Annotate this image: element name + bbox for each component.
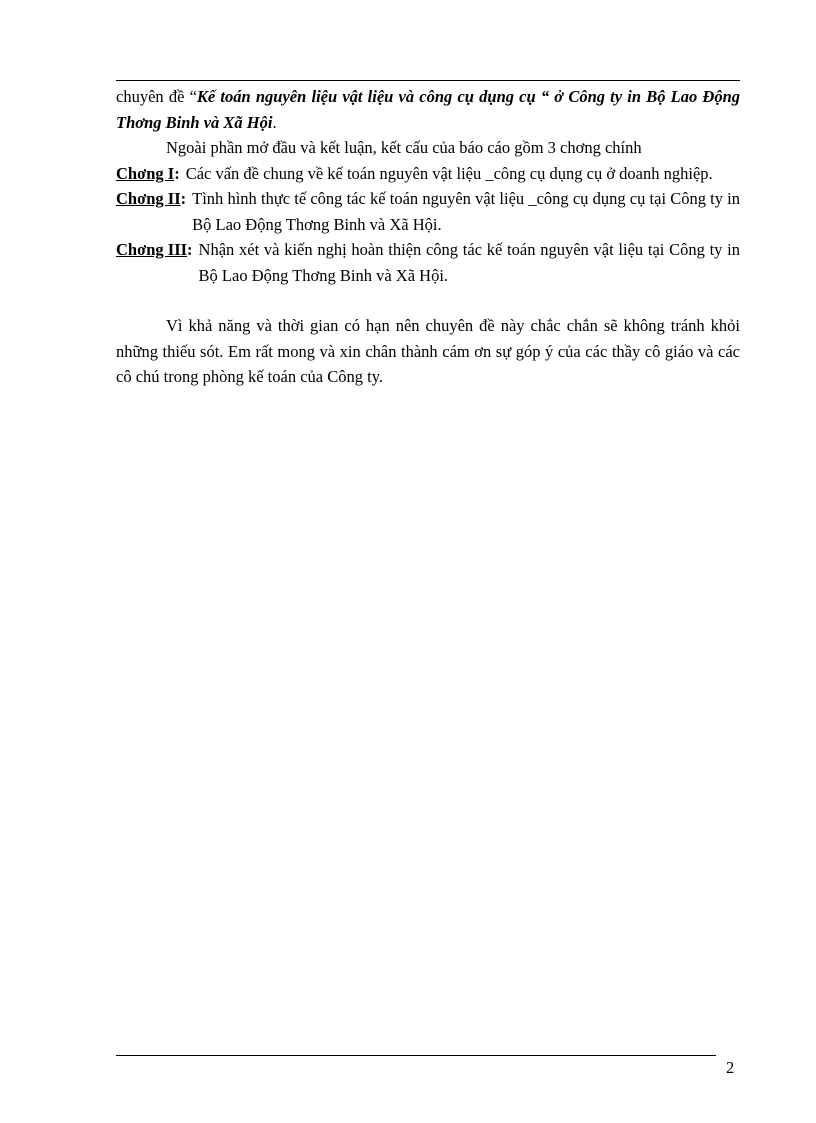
chapter-1-colon: : xyxy=(174,163,180,183)
chapter-2-text: Tình hình thực tế công tác kế toán nguyên vật liệu _công cụ dụng cụ tại Công ty in Bộ Lao Động Thơng Binh và Xã Hội. xyxy=(192,189,740,234)
chapter-3-colon: : xyxy=(187,240,193,259)
chapter-2-label: Chơng II xyxy=(116,189,181,208)
chapter-1-label: Chơng I xyxy=(116,163,175,183)
footer-rule xyxy=(116,1055,716,1056)
chapter-2-colon: : xyxy=(180,189,187,208)
chapter-1 xyxy=(116,161,740,187)
document-body xyxy=(116,84,740,390)
report-title: Kế toán nguyên liệu vật liệu và công cụ dụng cụ “ ở Công ty in Bộ Lao Động Thơng Binh và Xã Hội xyxy=(116,87,741,132)
intro-suffix: . xyxy=(272,112,277,132)
intro-paragraph xyxy=(116,84,740,135)
structure-sentence: Ngoài phần mở đầu và kết luận, kết cấu của báo cáo gồm 3 chơng chính xyxy=(166,138,642,157)
chapter-3 xyxy=(116,237,740,288)
paragraph-spacer xyxy=(116,288,740,313)
chapter-1-text: Các vấn đề chung về kế toán nguyên vật liệu _công cụ dụng cụ ở doanh nghiệp. xyxy=(185,163,713,183)
chapter-3-label: Chơng III xyxy=(116,240,188,259)
chapter-3-text: Nhận xét và kiến nghị hoàn thiện công tác kế toán nguyên vật liệu tại Công ty in Bộ Lao Động Thơng Binh và Xã Hội. xyxy=(198,240,740,285)
chapter-2 xyxy=(116,186,740,237)
intro-prefix: chuyên đề “ xyxy=(116,87,197,106)
closing-paragraph: Vì khả năng và thời gian có hạn nên chuyên đề này chắc chắn sẽ không tránh khỏi những thiếu sót. Em rất mong và xin chân thành cám ơn sự góp ý của các thầy cô giáo và các cô chú trong phòng kế toán của Công ty. xyxy=(116,316,740,386)
header-rule xyxy=(116,80,740,81)
page-number: 2 xyxy=(726,1058,735,1077)
